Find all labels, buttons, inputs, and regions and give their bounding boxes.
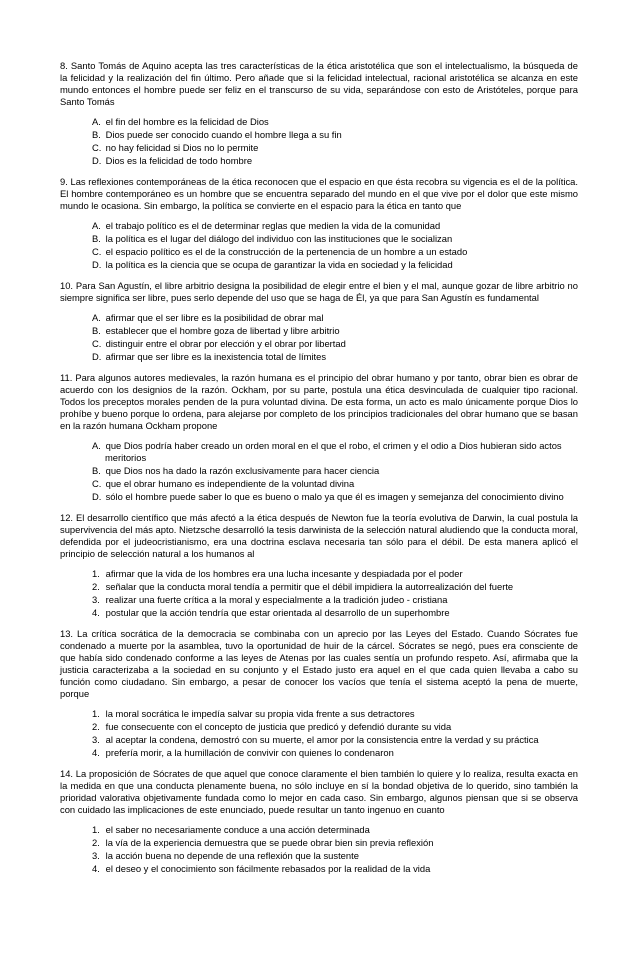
option-1: 1. la moral socrática le impedía salvar su propia vida frente a sus detractores (92, 708, 415, 719)
option-1: 1. afirmar que la vida de los hombres era una lucha incesante y despiadada por el poder (92, 568, 463, 579)
question-stem: 10. Para San Agustín, el libre arbitrio designa la posibilidad de elegir entre el bien y el mal, aunque gozar de libre arbitrio no siempre significa ser libre, pues serlo depende del uso que se haga de Él, ya que para San Agustín es fundamental (60, 280, 578, 303)
option-3: 3. la acción buena no depende de una reflexión que la sustente (92, 850, 359, 861)
option-c: C. no hay felicidad si Dios no lo permite (92, 142, 259, 153)
question-stem: 14. La proposición de Sócrates de que aquel que conoce claramente el bien también lo quiere y lo realiza, resulta exacta en la medida en que una conducta plenamente buena, no sólo incluye en sí la bondad objetiva de lo querido, sino también la prioridad valorativa objetivamente fundada como lo mejor en cada caso. Sin embargo, algunos piensan que si se observa con cuidado las implicaciones de este enunciado, puede resultar un tanto ingenuo en cuanto (60, 768, 578, 815)
option-b: B. Dios puede ser conocido cuando el hombre llega a su fin (92, 129, 342, 140)
question-14 (60, 768, 578, 875)
option-4: 4. prefería morir, a la humillación de convivir con quienes lo condenaron (92, 747, 394, 758)
options-list (92, 568, 578, 619)
option-b: B. establecer que el hombre goza de libertad y libre arbitrio (92, 325, 340, 336)
option-d: D. Dios es la felicidad de todo hombre (92, 155, 253, 166)
options-list (92, 220, 578, 271)
question-stem: 12. El desarrollo científico que más afectó a la ética después de Newton fue la teoría evolutiva de Darwin, la cual postula la supervivencia del más apto. Nietzsche desarrolló la tesis darwinista de la selección natural aludiendo que la conducta moral, defendida por el judeocristianismo, era una doctrina esclava necesaria tan sólo para el débil. De esta manera aplicó el principio de selección natural a los humanos al (60, 512, 578, 559)
question-9 (60, 176, 578, 271)
option-1: 1. el saber no necesariamente conduce a una acción determinada (92, 824, 370, 835)
question-13 (60, 628, 578, 759)
option-d: D. la política es la ciencia que se ocupa de garantizar la vida en sociedad y la felicidad (92, 259, 453, 270)
option-d: D. sólo el hombre puede saber lo que es bueno o malo ya que él es imagen y semejanza del conocimiento divino (92, 491, 564, 502)
option-a: A. que Dios podría haber creado un orden moral en el que el robo, el crimen y el odio a Dios hubieran sido actos meritorios (92, 440, 562, 463)
option-c: C. distinguir entre el obrar por elección y el obrar por libertad (92, 338, 346, 349)
option-d: D. afirmar que ser libre es la inexistencia total de límites (92, 351, 327, 362)
option-4: 4. el deseo y el conocimiento son fácilmente rebasados por la realidad de la vida (92, 863, 431, 874)
option-2: 2. fue consecuente con el concepto de justicia que predicó y defendió durante su vida (92, 721, 452, 732)
question-stem: 9. Las reflexiones contemporáneas de la ética reconocen que el espacio en que ésta recobra su vigencia es el de la política. El hombre contemporáneo es un hombre que se encuentra separado del mundo en el que vive por el dolor que este mismo mundo le ocasiona. Sin embargo, la política se convierte en el espacio para la ética en tanto que (60, 176, 578, 211)
option-2: 2. la vía de la experiencia demuestra que se puede obrar bien sin previa reflexión (92, 837, 434, 848)
options-list (92, 440, 578, 503)
question-8 (60, 60, 578, 167)
option-b: B. la política es el lugar del diálogo del individuo con las instituciones que le socializan (92, 233, 453, 244)
question-stem: 13. La crítica socrática de la democracia se combinaba con un aprecio por las Leyes del Estado. Cuando Sócrates fue condenado a muerte por la asamblea, tuvo la oportunidad de huir de la cárcel. Sócrates se negó, pues era consciente de que había sido condenado conforme a las leyes de Atenas por las cuales sentía un profundo respeto. Así, afirmaba que la justicia caracterizaba a la sociedad en su conjunto y el Estado justo era aquel en el que cada quien llevaba a cabo su función como ciudadano. Sin embargo, a pesar de conocer los vacíos que tenía el sistema aceptó la pena de muerte, porque (60, 628, 578, 699)
options-list (92, 312, 578, 363)
exam-page (60, 60, 578, 884)
option-3: 3. al aceptar la condena, demostró con su muerte, el amor por la consistencia entre la verdad y su práctica (92, 734, 539, 745)
options-list (92, 824, 578, 875)
option-4: 4. postular que la acción tendría que estar orientada al desarrollo de un superhombre (92, 607, 450, 618)
option-c: C. que el obrar humano es independiente de la voluntad divina (92, 478, 355, 489)
option-a: A. el trabajo político es el de determinar reglas que medien la vida de la comunidad (92, 220, 441, 231)
option-a: A. afirmar que el ser libre es la posibilidad de obrar mal (92, 312, 324, 323)
options-list (92, 708, 578, 759)
option-b: B. que Dios nos ha dado la razón exclusivamente para hacer ciencia (92, 465, 380, 476)
question-stem: 11. Para algunos autores medievales, la razón humana es el principio del obrar humano y por tanto, obrar bien es obrar de acuerdo con los designios de la razón. Ockham, por su parte, postula una ética desvinculada de cualquier tipo racional. Todos los preceptos morales penden de la pura voluntad divina. De esta forma, un acto es malo únicamente porque Dios lo prohíbe y bueno porque lo ordena, para alejarse por completo de los principios tradicionales del obrar humano que se basan en la razón humana Ockham propone (60, 372, 578, 431)
option-c: C. el espacio político es el de la construcción de la pertenencia de un hombre a un estado (92, 246, 468, 257)
question-stem: 8. Santo Tomás de Aquino acepta las tres características de la ética aristotélica que son el intelectualismo, la búsqueda de la felicidad y la realización del fin último. Pero añade que si la felicidad intelectual, racional aristotélica se alcanza en este mundo entonces el hombre puede ser feliz en el transcurso de su vida, separándose con esto de Aristóteles, porque para Santo Tomás (60, 60, 578, 107)
question-12 (60, 512, 578, 619)
question-11 (60, 372, 578, 503)
question-10 (60, 280, 578, 363)
option-a: A. el fin del hombre es la felicidad de Dios (92, 116, 269, 127)
option-3: 3. realizar una fuerte crítica a la moral y especialmente a la tradición judeo - cristiana (92, 594, 448, 605)
options-list (92, 116, 578, 167)
option-2: 2. señalar que la conducta moral tendía a permitir que el débil impidiera la autorrealización del fuerte (92, 581, 514, 592)
